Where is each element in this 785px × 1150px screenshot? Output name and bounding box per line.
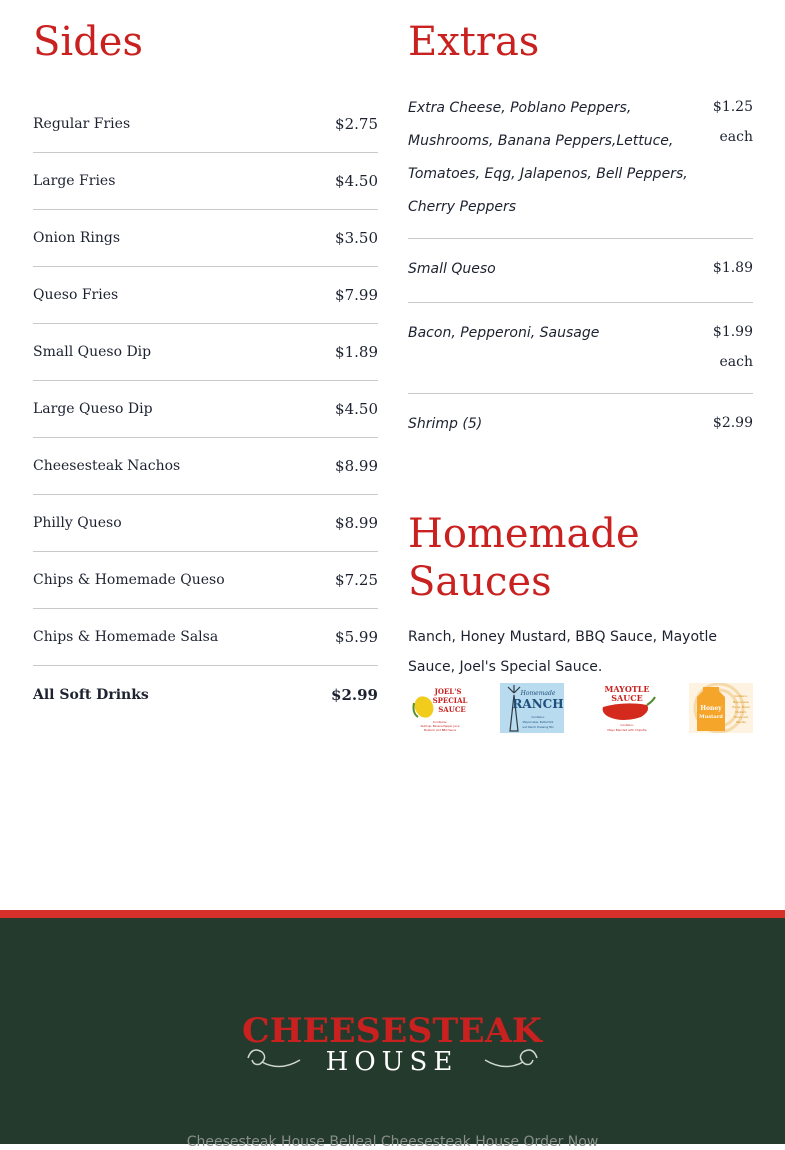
side-item-price: $5.99: [335, 628, 378, 646]
extra-item: [408, 239, 753, 303]
svg-text:JOEL'S: JOEL'S: [434, 687, 462, 696]
side-item-name: Small Queso Dip: [33, 344, 152, 360]
side-item-name: Queso Fries: [33, 287, 119, 303]
svg-text:Mustard,: Mustard,: [735, 711, 747, 714]
sauce-logos: [408, 683, 753, 733]
sides-list: [33, 96, 378, 723]
extra-item: [408, 394, 753, 441]
joels-special-sauce-logo: [408, 683, 472, 733]
svg-text:Ketchup, Banana Pepper Juice: Ketchup, Banana Pepper Juice: [420, 725, 460, 728]
side-item-price: $8.99: [335, 457, 378, 475]
side-item: [33, 552, 378, 609]
svg-text:Contains:: Contains:: [620, 723, 634, 727]
side-item-name: Chips & Homemade Queso: [33, 572, 225, 588]
sauces-title: [408, 510, 640, 606]
brand-line1: CHEESESTEAK: [242, 1011, 544, 1051]
sauces-title-line2: Sauces: [408, 559, 552, 605]
extra-item-price: $2.99: [712, 415, 753, 431]
side-item: [33, 381, 378, 438]
svg-text:Contains:: Contains:: [531, 715, 545, 719]
svg-text:SAUCE: SAUCE: [438, 705, 466, 714]
extra-item: [408, 303, 753, 394]
sides-title: Sides: [33, 19, 143, 65]
extra-item-name: Small Queso: [408, 261, 496, 277]
side-item: [33, 666, 378, 723]
svg-text:Mayonnaise, Buttermilk: Mayonnaise, Buttermilk: [522, 721, 554, 724]
side-item-name: Philly Queso: [33, 515, 122, 531]
side-item: [33, 609, 378, 666]
svg-text:Contains:: Contains:: [432, 720, 448, 724]
sauces-title-line1: Homemade: [408, 511, 640, 557]
side-item-price: $4.50: [335, 172, 378, 190]
svg-text:and Ranch Dressing Mix: and Ranch Dressing Mix: [522, 726, 554, 729]
footer-links[interactable]: Cheesesteak House Belleal Cheesesteak House Order Now: [186, 1134, 599, 1150]
extras-list: [408, 92, 753, 441]
side-item-name: Cheesesteak Nachos: [33, 458, 181, 474]
extra-item-price-block: [703, 408, 753, 441]
extra-item-price-block: [703, 92, 753, 224]
svg-text:Mayo Blended with Chipotle: Mayo Blended with Chipotle: [607, 728, 647, 732]
side-item: [33, 96, 378, 153]
side-item-name: Regular Fries: [33, 116, 131, 132]
extra-item-name: Extra Cheese, Poblano Peppers, Mushrooms, Banana Peppers,Lettuce, Tomatoes, Eqg, Jalapenos, Bell Peppers, Cherry Peppers: [408, 100, 688, 215]
honey-mustard-logo: [689, 683, 753, 733]
svg-text:Mustard: Mustard: [699, 714, 723, 720]
svg-text:SAUCE: SAUCE: [611, 693, 643, 703]
side-item-name: All Soft Drinks: [33, 686, 149, 703]
svg-text:Homemade: Homemade: [520, 690, 556, 697]
svg-text:Mayonnaise,: Mayonnaise,: [732, 701, 750, 704]
extra-item-name: Bacon, Pepperoni, Sausage: [408, 325, 600, 341]
side-item: [33, 495, 378, 552]
extra-item-name: Shrimp (5): [408, 416, 483, 432]
side-item: [33, 324, 378, 381]
side-item: [33, 153, 378, 210]
footer: [0, 918, 785, 1150]
svg-text:Paprika: Paprika: [736, 721, 746, 724]
footer-band: [0, 910, 785, 918]
side-item-name: Large Queso Dip: [33, 401, 153, 417]
side-item-price: $7.99: [335, 286, 378, 304]
extra-item-unit: each: [719, 354, 753, 370]
side-item-price: $2.99: [331, 685, 378, 704]
homemade-ranch-logo: [500, 683, 564, 733]
extra-item: [408, 92, 753, 239]
side-item-name: Chips & Homemade Salsa: [33, 629, 219, 645]
svg-text:Mustard, and BBQ Sauce: Mustard, and BBQ Sauce: [423, 729, 457, 732]
svg-text:Honey: Honey: [700, 705, 722, 712]
extra-item-price: $1.99: [712, 324, 753, 340]
side-item-price: $3.50: [335, 229, 378, 247]
side-item: [33, 267, 378, 324]
side-item-price: $8.99: [335, 514, 378, 532]
extra-item-unit: each: [719, 129, 753, 145]
sauces-description: Ranch, Honey Mustard, BBQ Sauce, Mayotle Sauce, Joel's Special Sauce.: [408, 629, 717, 675]
svg-text:MAYOTLE: MAYOTLE: [604, 684, 650, 694]
svg-text:Contains:: Contains:: [734, 694, 748, 698]
extra-item-price: $1.25: [712, 99, 753, 115]
svg-text:Honey, Brown: Honey, Brown: [731, 706, 751, 709]
side-item: [33, 438, 378, 495]
side-item-price: $1.89: [335, 343, 378, 361]
side-item-name: Large Fries: [33, 173, 116, 189]
side-item-price: $2.75: [335, 115, 378, 133]
svg-text:SPECIAL: SPECIAL: [432, 696, 468, 705]
cheesesteak-house-logo[interactable]: [230, 1006, 555, 1076]
extra-item-price-block: [703, 317, 753, 377]
side-item: [33, 210, 378, 267]
extra-item-price-block: [703, 253, 753, 286]
side-item-price: $4.50: [335, 400, 378, 418]
side-item-name: Onion Rings: [33, 230, 121, 246]
mayotle-sauce-logo: [595, 683, 659, 733]
brand-line2: HOUSE: [325, 1047, 459, 1076]
svg-text:RANCH: RANCH: [512, 697, 564, 711]
svg-text:Honey and: Honey and: [733, 716, 749, 719]
side-item-price: $7.25: [335, 571, 378, 589]
extras-title: Extras: [408, 19, 540, 65]
extra-item-price: $1.89: [712, 260, 753, 276]
